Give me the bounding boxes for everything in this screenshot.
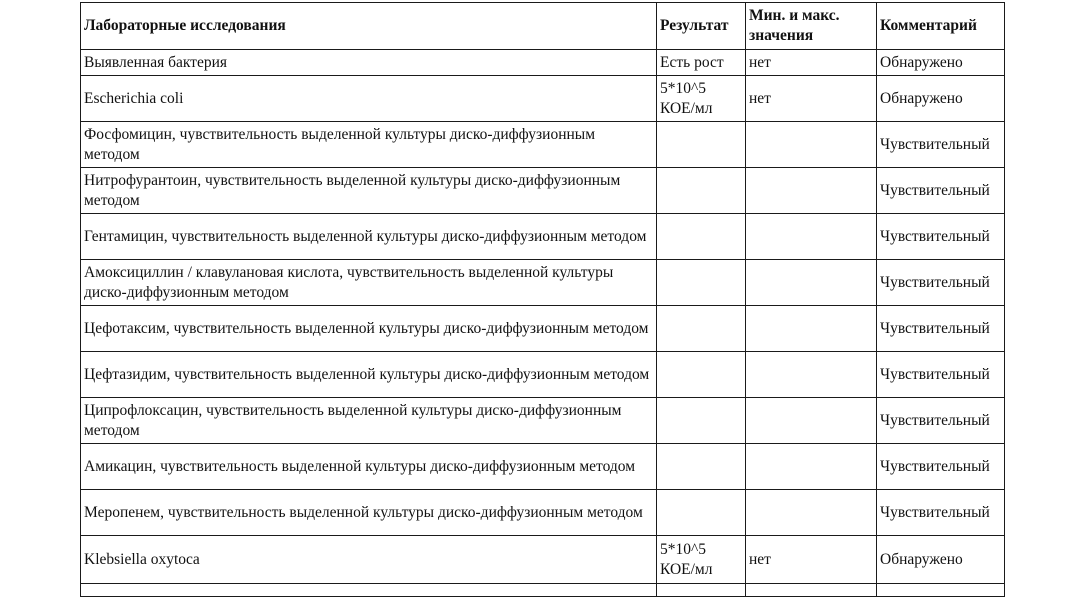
header-test: Лабораторные исследования xyxy=(81,3,657,50)
cell-range xyxy=(746,306,877,352)
table-row xyxy=(81,214,1005,260)
cell-comment: Чувствительный xyxy=(877,306,1005,352)
cell-test: Цефтазидим, чувствительность выделенной культуры диско-диффузионным методом xyxy=(81,352,657,398)
cell-comment: Чувствительный xyxy=(877,490,1005,536)
cell-range xyxy=(746,214,877,260)
cell-comment: Обнаружено xyxy=(877,50,1005,76)
cell-result: 5*10^5 КОЕ/мл xyxy=(657,76,746,122)
cell-range xyxy=(746,122,877,168)
cell-test: Цефотаксим, чувствительность выделенной культуры диско-диффузионным методом xyxy=(81,306,657,352)
table-row xyxy=(81,122,1005,168)
table-row xyxy=(81,50,1005,76)
cell-test: Фосфомицин, чувствительность выделенной культуры диско-диффузионным методом xyxy=(81,122,657,168)
table-header-row xyxy=(81,3,1005,50)
cell-result xyxy=(657,444,746,490)
cell-range xyxy=(746,168,877,214)
cell-range xyxy=(746,490,877,536)
table-row xyxy=(81,444,1005,490)
cell-range xyxy=(746,352,877,398)
cell-comment: Чувствительный xyxy=(877,352,1005,398)
header-range: Мин. и макс. значения xyxy=(746,3,877,50)
table-row xyxy=(81,536,1005,584)
cell-result xyxy=(657,214,746,260)
cell-comment: Чувствительный xyxy=(877,214,1005,260)
cell-test: Escherichia coli xyxy=(81,76,657,122)
header-result: Результат xyxy=(657,3,746,50)
cell-result xyxy=(657,122,746,168)
cell-range xyxy=(746,444,877,490)
cell-range xyxy=(746,398,877,444)
cell-test: Ципрофлоксацин, чувствительность выделенной культуры диско-диффузионным методом xyxy=(81,398,657,444)
cell-comment: Чувствительный xyxy=(877,260,1005,306)
cell-range: нет xyxy=(746,76,877,122)
cell-result xyxy=(657,306,746,352)
cell-comment: Чувствительный xyxy=(877,444,1005,490)
cell-test: Меропенем, чувствительность выделенной культуры диско-диффузионным методом xyxy=(81,490,657,536)
lab-results-table xyxy=(80,2,1005,597)
table-row-cutoff xyxy=(81,584,1005,597)
cell-comment: Чувствительный xyxy=(877,168,1005,214)
cell-test: Klebsiella oxytoca xyxy=(81,536,657,584)
cell-test: Гентамицин, чувствительность выделенной культуры диско-диффузионным методом xyxy=(81,214,657,260)
table-row xyxy=(81,76,1005,122)
cell-result: Есть рост xyxy=(657,50,746,76)
cell-result xyxy=(657,352,746,398)
cell-test: Амикацин, чувствительность выделенной культуры диско-диффузионным методом xyxy=(81,444,657,490)
cell-result: 5*10^5 КОЕ/мл xyxy=(657,536,746,584)
table-row xyxy=(81,490,1005,536)
cell-result xyxy=(657,168,746,214)
cell-result xyxy=(657,260,746,306)
cell-comment: Чувствительный xyxy=(877,398,1005,444)
cell-range: нет xyxy=(746,536,877,584)
table-row xyxy=(81,352,1005,398)
cell-comment: Обнаружено xyxy=(877,76,1005,122)
cell-comment: Обнаружено xyxy=(877,536,1005,584)
table-row xyxy=(81,306,1005,352)
cell-range xyxy=(746,260,877,306)
cell-comment: Чувствительный xyxy=(877,122,1005,168)
cell-result xyxy=(657,490,746,536)
table-row xyxy=(81,168,1005,214)
cell-test: Нитрофурантоин, чувствительность выделенной культуры диско-диффузионным методом xyxy=(81,168,657,214)
table-row xyxy=(81,398,1005,444)
cell-result xyxy=(657,398,746,444)
cell-test: Амоксициллин / клавулановая кислота, чувствительность выделенной культуры диско-диффузионным методом xyxy=(81,260,657,306)
cell-range: нет xyxy=(746,50,877,76)
table-row xyxy=(81,260,1005,306)
header-comment: Комментарий xyxy=(877,3,1005,50)
cell-test: Выявленная бактерия xyxy=(81,50,657,76)
